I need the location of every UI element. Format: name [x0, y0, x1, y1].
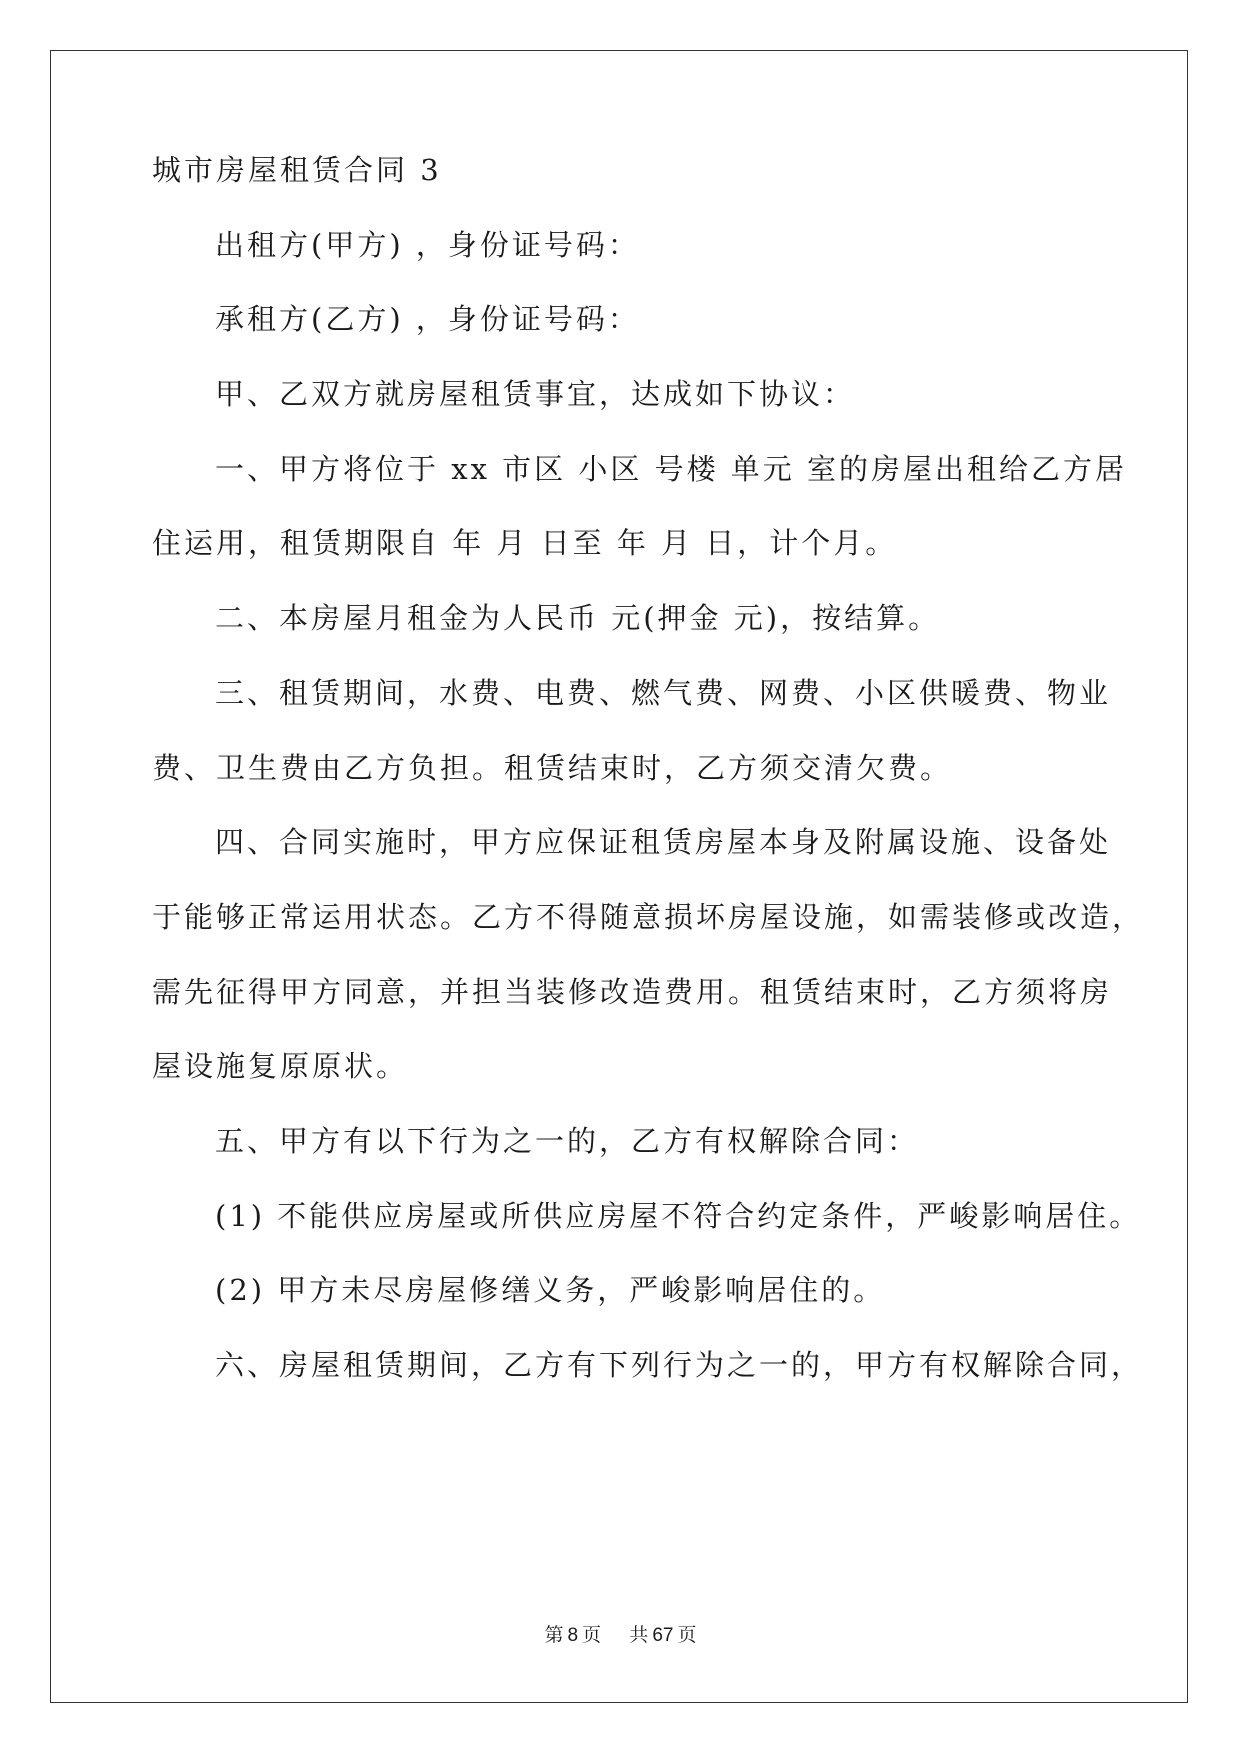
page-footer	[0, 1620, 1241, 1647]
clause-1-line-1: 一、甲方将位于 xx 市区 小区 号楼 单元 室的房屋出租给乙方居	[215, 451, 1128, 486]
clause-5: 五、甲方有以下行为之一的，乙方有权解除合同：	[215, 1123, 920, 1158]
page-border	[50, 50, 1188, 1703]
page-number: 8	[567, 1625, 579, 1646]
clause-2: 二、本房屋月租金为人民币 元(押金 元)，按结算。	[215, 601, 941, 636]
total-pages: 67	[652, 1625, 674, 1646]
total-prefix: 共	[629, 1624, 649, 1646]
page-suffix: 页	[582, 1624, 602, 1646]
clause-3-line-2: 费、卫生费由乙方负担。租赁结束时，乙方须交清欠费。	[152, 750, 953, 785]
document-title: 城市房屋租赁合同 3	[152, 153, 442, 187]
clause-3-line-1: 三、租赁期间，水费、电费、燃气费、网费、小区供暖费、物业	[215, 675, 1112, 710]
clause-1-line-2: 住运用，租赁期限自 年 月 日至 年 月 日，计个月。	[152, 526, 898, 561]
lessee-line: 承租方(乙方) ，身份证号码：	[215, 302, 640, 337]
page-prefix: 第	[544, 1624, 564, 1646]
clause-6-line-1: 六、房屋租赁期间，乙方有下列行为之一的，甲方有权解除合同，	[215, 1348, 1144, 1382]
clause-4-line-3: 需先征得甲方同意，并担当装修改造费用。租赁结束时，乙方须将房	[152, 974, 1113, 1009]
clause-5-item-2: (2) 甲方未尽房屋修缮义务，严峻影响居住的。	[215, 1273, 886, 1308]
clause-4-line-2: 于能够正常运用状态。乙方不得随意损坏房屋设施，如需装修或改造，	[152, 899, 1145, 934]
agreement-intro: 甲、乙双方就房屋租赁事宜，达成如下协议：	[215, 377, 856, 412]
clause-5-item-1: (1) 不能供应房屋或所供应房屋不符合约定条件，严峻影响居住。	[215, 1198, 1142, 1233]
lessor-line: 出租方(甲方) ，身份证号码：	[215, 227, 640, 262]
total-suffix: 页	[677, 1624, 697, 1646]
clause-4-line-1: 四、合同实施时，甲方应保证租赁房屋本身及附属设施、设备处	[215, 825, 1112, 860]
clause-4-line-4: 屋设施复原原状。	[152, 1049, 409, 1084]
